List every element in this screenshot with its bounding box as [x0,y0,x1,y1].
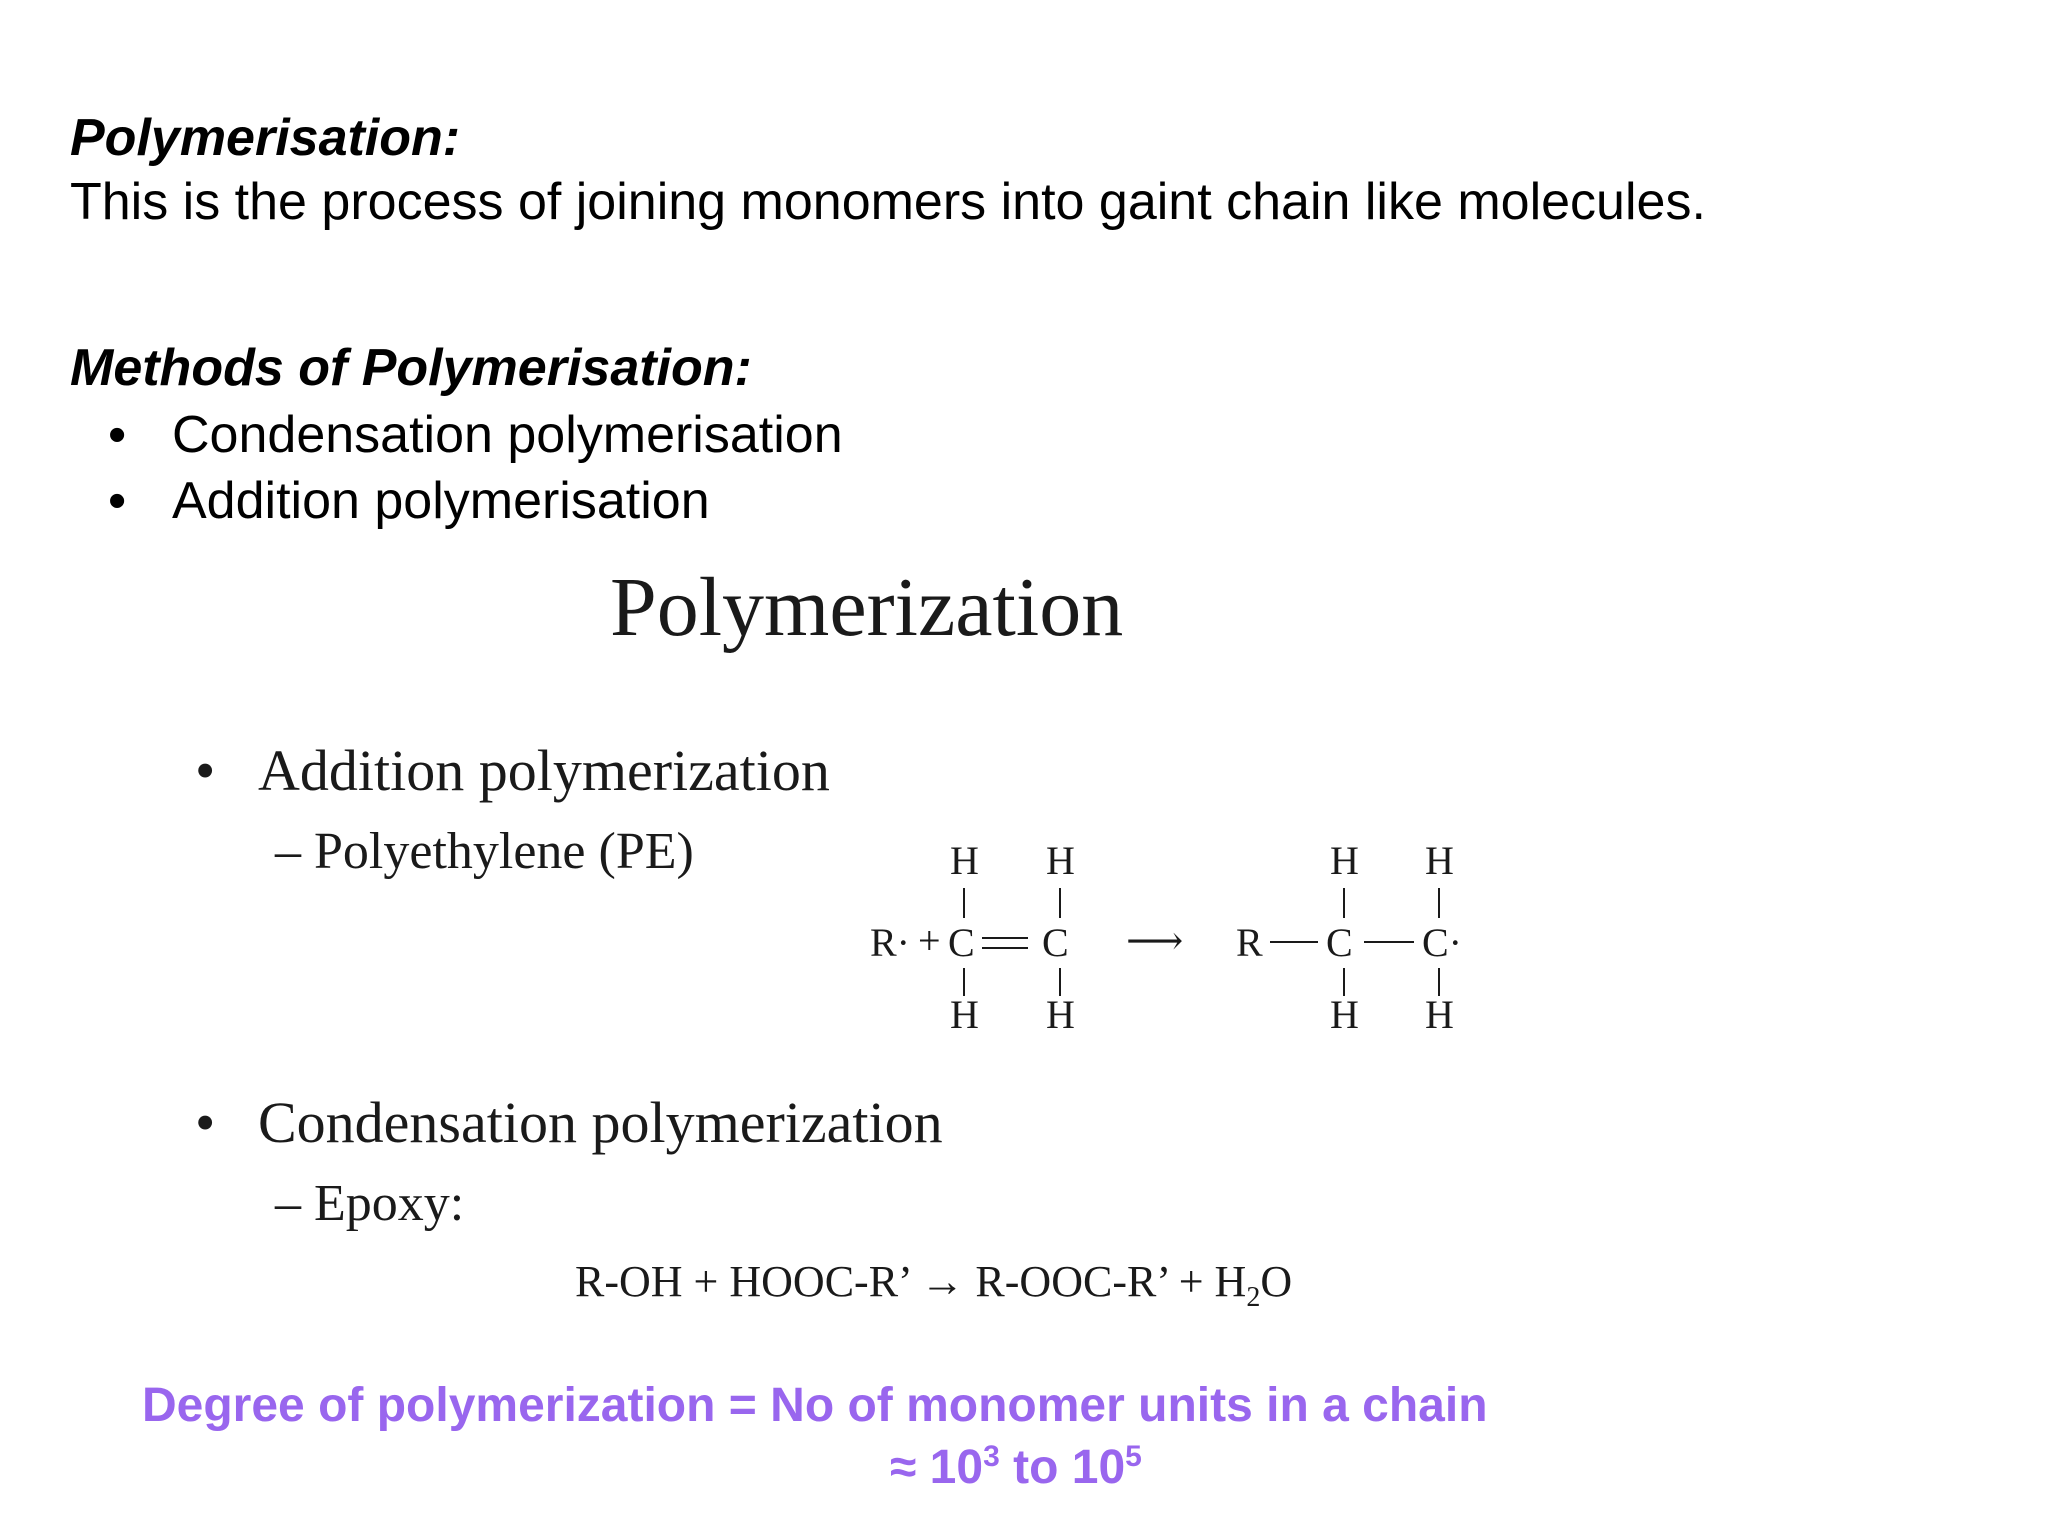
carbon-atom: C [1326,920,1353,965]
bullet-icon: • [195,1090,216,1155]
addition-polymerization-label: Addition polymerization [258,738,830,803]
slide-title: Polymerization [610,561,1124,654]
radical-r: R· [870,920,910,965]
method-label: Condensation polymerisation [172,406,843,464]
hydrogen-atom: H [1046,992,1075,1030]
degree-of-polymerization-definition: Degree of polymerization = No of monomer units in a chain [142,1379,1488,1432]
method-label: Addition polymerisation [172,472,710,530]
hydrogen-atom: H [1330,838,1359,883]
polyethylene-reaction-diagram [870,830,1510,1030]
range-mid: to 10 [999,1441,1126,1494]
hydrogen-atom: H [1330,992,1359,1030]
hydrogen-atom: H [950,838,979,883]
bullet-icon: • [108,406,127,464]
condensation-polymerization-label: Condensation polymerization [258,1090,943,1155]
equation-right: O [1260,1257,1293,1306]
heading-polymerisation: Polymerisation: [70,109,461,167]
equation-subscript: 2 [1246,1281,1261,1313]
bullet-icon: • [195,738,216,803]
plus-sign: + [918,918,941,963]
epoxy-label: – Epoxy: [275,1175,465,1232]
hydrogen-atom: H [950,992,979,1030]
hydrogen-atom: H [1425,992,1454,1030]
carbon-radical: C· [1422,920,1462,965]
epoxy-equation [575,1256,1292,1324]
carbon-atom: C [948,920,975,965]
exponent: 5 [1125,1440,1142,1473]
degree-range [890,1440,1142,1496]
r-group: R [1236,920,1263,965]
equation-left: R-OH + HOOC-R’ → R-OOC-R’ + H [575,1257,1247,1306]
exponent: 3 [983,1440,1000,1473]
list-item [100,468,843,534]
reaction-arrow-icon: ⟶ [1126,918,1184,963]
bullet-icon: • [108,472,127,530]
hydrogen-atom: H [1425,838,1454,883]
heading-methods: Methods of Polymerisation: [70,339,752,397]
definition-text: This is the process of joining monomers into gaint chain like molecules. [70,173,1706,231]
approx-prefix: ≈ 10 [890,1441,984,1494]
hydrogen-atom: H [1046,838,1075,883]
list-item [100,402,843,468]
methods-list [100,402,843,534]
carbon-atom: C [1042,920,1069,965]
polyethylene-label: – Polyethylene (PE) [275,823,694,880]
